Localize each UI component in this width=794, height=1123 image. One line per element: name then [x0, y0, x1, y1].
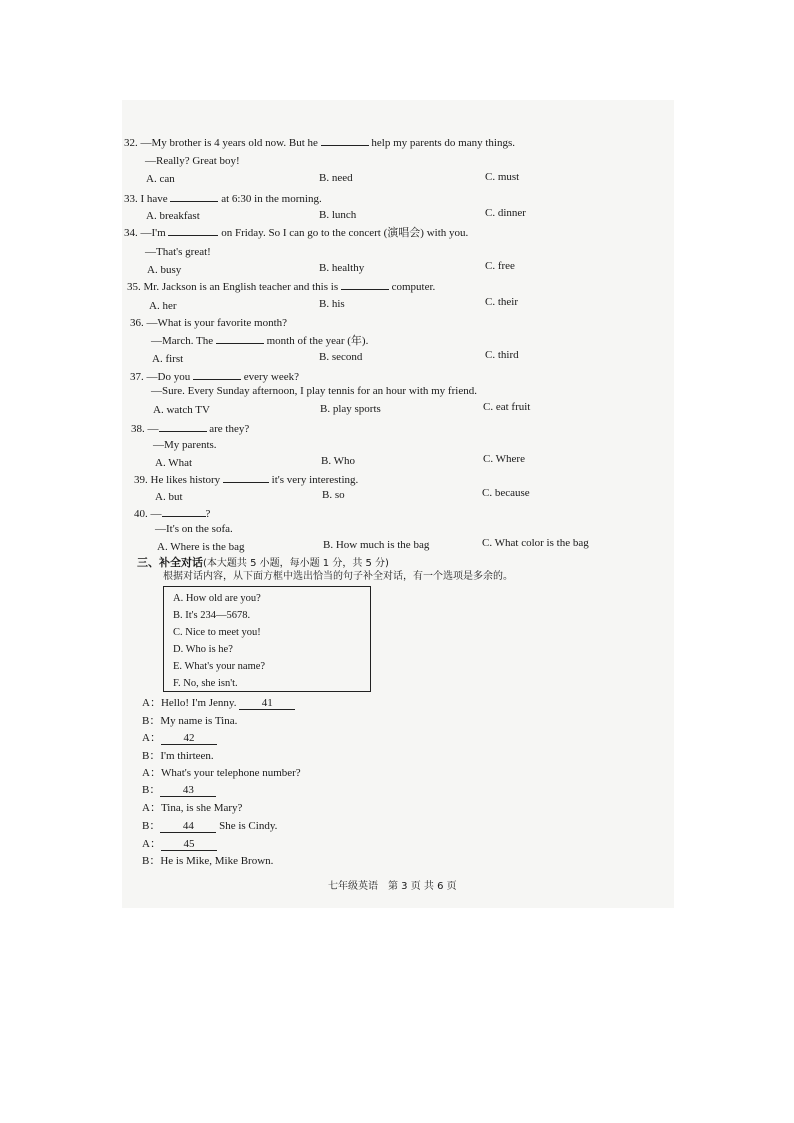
dialogue-line [142, 732, 217, 745]
question-number: 40. [134, 508, 148, 520]
speaker: A： [142, 732, 161, 744]
option-c[interactable]: C. What color is the bag [482, 537, 589, 549]
question-stem-end: computer. [391, 281, 436, 293]
option-b[interactable]: B. Who [321, 455, 356, 467]
box-option[interactable]: B. It's 234—5678. [173, 610, 251, 621]
question-stem-end: every week? [243, 371, 299, 383]
dialogue-text: What's your telephone number? [160, 767, 301, 779]
answer-blank[interactable]: 42 [161, 732, 217, 745]
question-number: 35. [127, 281, 141, 293]
dialogue-text: Hello! I'm Jenny. [160, 697, 237, 709]
box-option[interactable]: F. No, she isn't. [173, 678, 238, 689]
question-number: 32. [124, 137, 138, 149]
question-37-reply: —Sure. Every Sunday afternoon, I play tennis for an hour with my friend. [151, 385, 477, 397]
dialogue-text: He is Mike, Mike Brown. [160, 855, 274, 867]
reply-text: —March. The [151, 335, 214, 347]
option-a[interactable]: A. watch TV [153, 404, 210, 416]
answer-blank[interactable]: 43 [160, 784, 216, 797]
question-number: 33. [124, 193, 138, 205]
option-c[interactable]: C. eat fruit [483, 401, 531, 413]
dialogue-line [142, 715, 237, 728]
question-number: 36. [130, 317, 144, 329]
option-a[interactable]: A. but [155, 491, 183, 503]
question-stem: —What is your favorite month? [146, 317, 288, 329]
question-stem-end: at 6:30 in the morning. [221, 193, 322, 205]
option-b[interactable]: B. play sports [320, 403, 381, 415]
question-number: 37. [130, 371, 144, 383]
question-number: 39. [134, 474, 148, 486]
question-stem-end: help my parents do many things. [371, 137, 515, 149]
option-b[interactable]: B. healthy [319, 262, 365, 274]
option-a[interactable]: A. Where is the bag [157, 541, 245, 553]
speaker: A： [142, 838, 161, 850]
question-stem-end: ? [205, 508, 211, 520]
answer-blank[interactable] [162, 507, 206, 517]
option-c[interactable]: C. dinner [485, 207, 526, 219]
dialogue-text: Tina, is she Mary? [160, 802, 243, 814]
question-stem: —My brother is 4 years old now. But he [140, 137, 318, 149]
answer-blank[interactable] [321, 136, 369, 146]
speaker: A： [142, 697, 161, 709]
question-stem-end: on Friday. So I can go to the concert (演唱会) with you. [221, 227, 469, 239]
question-stem: Mr. Jackson is an English teacher and this is [143, 281, 339, 293]
option-b[interactable]: B. need [319, 172, 353, 184]
answer-blank[interactable] [216, 334, 264, 344]
answer-blank[interactable]: 44 [160, 820, 216, 833]
option-a[interactable]: A. first [152, 353, 184, 365]
option-b[interactable]: B. his [319, 298, 345, 310]
option-c[interactable]: C. third [485, 349, 519, 361]
box-option[interactable]: C. Nice to meet you! [173, 627, 261, 638]
speaker: B： [142, 855, 161, 867]
option-c[interactable]: C. Where [483, 453, 525, 465]
box-option[interactable]: A. How old are you? [173, 593, 261, 604]
question-34-reply: —That's great! [145, 246, 211, 258]
dialogue-line [142, 820, 277, 833]
question-stem-end: are they? [209, 423, 250, 435]
dialogue-text: I'm thirteen. [160, 750, 214, 762]
question-stem-end: it's very interesting. [271, 474, 359, 486]
question-stem: — [150, 508, 162, 520]
dialogue-line [142, 784, 216, 797]
option-c[interactable]: C. must [485, 171, 520, 183]
dialogue-line [142, 855, 273, 868]
question-stem: —I'm [140, 227, 166, 239]
speaker: B： [142, 715, 161, 727]
option-a[interactable]: A. her [149, 300, 177, 312]
question-37 [130, 370, 299, 384]
option-b[interactable]: B. so [322, 489, 345, 501]
box-option[interactable]: D. Who is he? [173, 644, 233, 655]
question-stem: — [147, 423, 159, 435]
option-a[interactable]: A. What [155, 457, 193, 469]
question-number: 34. [124, 227, 138, 239]
dialogue-line [142, 697, 295, 710]
dialogue-text: My name is Tina. [160, 715, 238, 727]
speaker: B： [142, 750, 161, 762]
answer-blank[interactable] [193, 370, 241, 380]
question-stem: I have [140, 193, 168, 205]
dialogue-line [142, 750, 214, 763]
question-38-reply: —My parents. [153, 439, 217, 451]
section-heading [137, 556, 389, 570]
page-footer: 七年级英语 第 3 页 共 6 页 [328, 881, 457, 892]
question-38 [131, 422, 249, 436]
dialogue-line [142, 802, 242, 815]
speaker: A： [142, 767, 161, 779]
option-c[interactable]: C. their [485, 296, 518, 308]
answer-blank[interactable] [223, 473, 269, 483]
option-c[interactable]: C. because [482, 487, 530, 499]
options-box [163, 586, 371, 692]
option-a[interactable]: A. busy [147, 264, 182, 276]
question-33 [124, 192, 322, 206]
question-32 [124, 136, 515, 150]
option-b[interactable]: B. lunch [319, 209, 357, 221]
question-39 [134, 473, 358, 487]
dialogue-text: She is Cindy. [219, 820, 278, 832]
answer-blank[interactable] [168, 226, 218, 236]
answer-blank[interactable] [159, 422, 207, 432]
question-36 [130, 317, 287, 330]
speaker: B： [142, 820, 161, 832]
question-40-reply: —It's on the sofa. [155, 523, 233, 535]
answer-blank[interactable]: 45 [161, 838, 217, 851]
box-option[interactable]: E. What's your name? [173, 661, 266, 672]
question-36-reply [151, 334, 368, 348]
answer-blank[interactable] [341, 280, 389, 290]
section-title: 三、补全对话 [137, 556, 203, 569]
option-a[interactable]: A. can [146, 173, 175, 185]
question-stem: —Do you [146, 371, 191, 383]
question-stem: He likes history [150, 474, 221, 486]
answer-blank[interactable]: 41 [239, 697, 295, 710]
option-b[interactable]: B. second [319, 351, 363, 363]
question-40 [134, 507, 210, 521]
dialogue-line [142, 767, 301, 780]
section-note: (本大题共 5 小题，每小题 1 分，共 5 分) [203, 558, 389, 569]
answer-blank[interactable] [170, 192, 218, 202]
option-b[interactable]: B. How much is the bag [323, 539, 430, 551]
question-number: 38. [131, 423, 145, 435]
option-a[interactable]: A. breakfast [146, 210, 200, 222]
question-32-reply: —Really? Great boy! [145, 155, 240, 167]
speaker: B： [142, 784, 161, 796]
question-34 [124, 226, 468, 240]
question-35 [127, 280, 435, 294]
option-c[interactable]: C. free [485, 260, 515, 272]
section-instruction: 根据对话内容，从下面方框中选出恰当的句子补全对话，有一个选项是多余的。 [163, 571, 513, 582]
reply-text-end: month of the year (年). [266, 335, 369, 347]
speaker: A： [142, 802, 161, 814]
dialogue-line [142, 838, 217, 851]
